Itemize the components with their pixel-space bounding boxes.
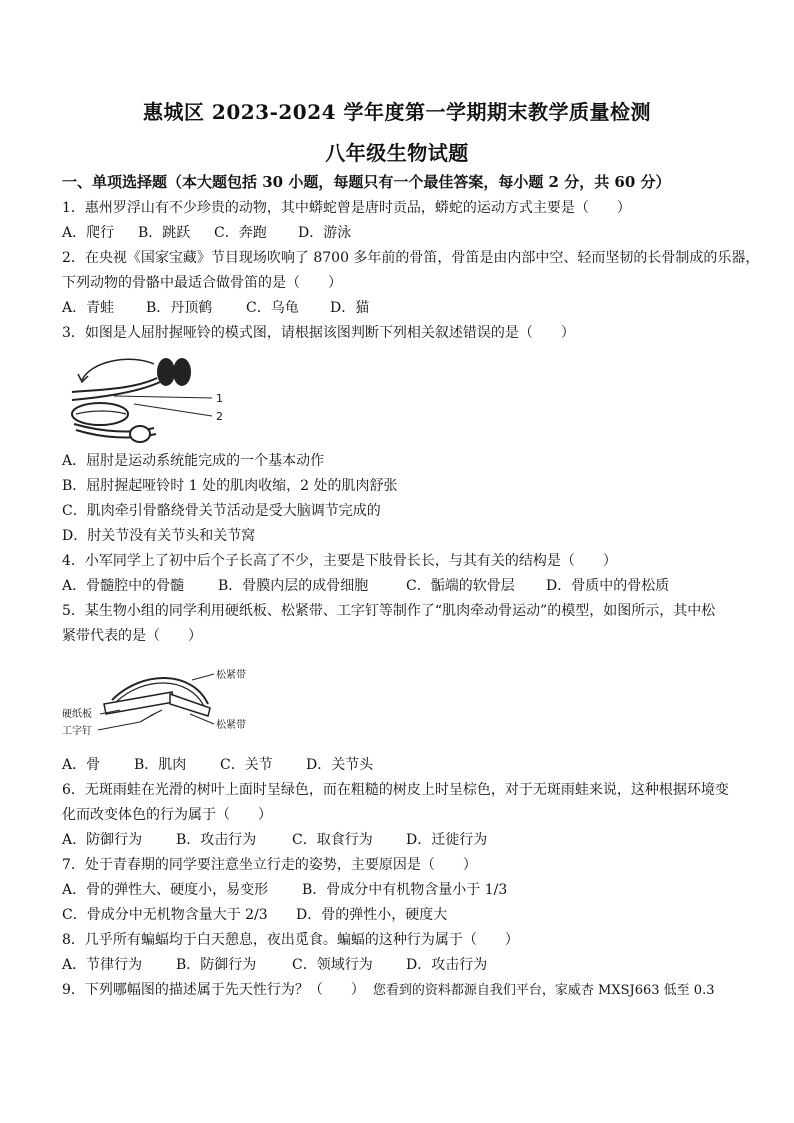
q7-option-a[interactable]: A．骨的弹性大、硬度小，易变形 xyxy=(62,882,269,898)
q6-option-a[interactable]: A．防御行为 xyxy=(62,832,143,848)
q7-option-b[interactable]: B．骨成分中有机物含量小于 1/3 xyxy=(302,882,508,898)
q2-option-b[interactable]: B．丹顶鹤 xyxy=(146,300,213,316)
figure-label-2: 2 xyxy=(216,410,223,423)
q3-option-a[interactable]: A．屈肘是运动系统能完成的一个基本动作 xyxy=(62,453,325,469)
q1-option-b[interactable]: B．跳跃 xyxy=(138,225,191,241)
q5-option-c[interactable]: C．关节 xyxy=(220,757,273,773)
question-1-stem: 1．惠州罗浮山有不少珍贵的动物，其中蟒蛇曾是唐时贡品，蟒蛇的运动方式主要是（ ） xyxy=(62,200,631,216)
question-2-options xyxy=(62,299,369,317)
q4-option-c[interactable]: C．骺端的软骨层 xyxy=(406,578,515,594)
q7-option-c[interactable]: C．骨成分中无机物含量大于 2/3 xyxy=(62,907,268,923)
question-7-options-row1 xyxy=(62,881,507,899)
section-heading: 一、单项选择题（本大题包括 30 小题，每题只有一个最佳答案，每小题 2 分，共 60 分） xyxy=(62,173,671,191)
exam-subtitle: 八年级生物试题 xyxy=(325,141,469,165)
q4-option-a[interactable]: A．骨髓腔中的骨髓 xyxy=(62,578,185,594)
question-5-stem-line2: 紧带代表的是（ ） xyxy=(62,628,202,644)
q6-option-b[interactable]: B．攻击行为 xyxy=(176,832,257,848)
q2-option-c[interactable]: C．乌龟 xyxy=(246,300,299,316)
question-6-stem-line2: 化而改变体色的行为属于（ ） xyxy=(62,807,272,823)
figure-label-1: 1 xyxy=(216,392,223,405)
q1-option-a[interactable]: A．爬行 xyxy=(62,225,115,241)
q3-option-b[interactable]: B．屈肘握起哑铃时 1 处的肌肉收缩，2 处的肌肉舒张 xyxy=(62,478,398,494)
arm-dumbbell-figure xyxy=(62,350,232,446)
q1-option-c[interactable]: C．奔跑 xyxy=(214,225,267,241)
q5-option-b[interactable]: B．肌肉 xyxy=(134,757,187,773)
question-7-stem: 7．处于青春期的同学要注意坐立行走的姿势，主要原因是（ ） xyxy=(62,857,477,873)
question-9-stem: 9．下列哪幅图的描述属于先天性行为？（ ） xyxy=(62,982,365,998)
question-2-stem-line1: 2．在央视《国家宝藏》节目现场吹响了 8700 多年前的骨笛，骨笛是由内部中空、轻而坚韧的长骨制成的乐器， xyxy=(62,250,760,266)
q4-option-b[interactable]: B．骨膜内层的成骨细胞 xyxy=(218,578,369,594)
figure-label-pin: 工字钉 xyxy=(62,726,92,737)
question-7-options-row2 xyxy=(62,906,447,924)
figure-label-cardboard: 硬纸板 xyxy=(62,709,92,720)
q5-option-a[interactable]: A．骨 xyxy=(62,757,101,773)
question-9-line xyxy=(62,981,714,1000)
question-6-stem-line1: 6．无斑雨蛙在光滑的树叶上面时呈绿色，而在粗糙的树皮上时呈棕色，对于无斑雨蛙来说，这种根据环境变 xyxy=(62,782,729,798)
figure-label-elastic-bottom: 松紧带 xyxy=(216,720,246,731)
q8-option-a[interactable]: A．节律行为 xyxy=(62,957,143,973)
question-2-stem-line2: 下列动物的骨骼中最适合做骨笛的是（ ） xyxy=(62,275,342,291)
question-8-stem: 8．几乎所有蝙蝠均于白天憩息，夜出觅食。蝙蝠的这种行为属于（ ） xyxy=(62,932,519,948)
q2-option-a[interactable]: A．青蛙 xyxy=(62,300,115,316)
q7-option-d[interactable]: D．骨的弹性小，硬度大 xyxy=(296,907,448,923)
q6-option-d[interactable]: D．迁徙行为 xyxy=(406,832,488,848)
question-1-options xyxy=(62,224,351,242)
question-6-options xyxy=(62,831,487,849)
watermark-text: 您看到的资料都源自我们平台，家威杏 MXSJ663 低至 0.3 xyxy=(372,983,715,998)
question-5-stem-line1: 5．某生物小组的同学利用硬纸板、松紧带、工字钉等制作了“肌肉牵动骨运动”的模型，如图所示，其中松 xyxy=(62,603,716,619)
q1-option-d[interactable]: D．游泳 xyxy=(298,225,352,241)
q8-option-b[interactable]: B．防御行为 xyxy=(176,957,257,973)
q3-option-c[interactable]: C．肌肉牵引骨骼绕骨关节活动是受大脑调节完成的 xyxy=(62,503,381,519)
q4-option-d[interactable]: D．骨质中的骨松质 xyxy=(546,578,670,594)
question-8-options xyxy=(62,956,487,974)
muscle-model-figure xyxy=(62,664,262,744)
exam-title: 惠城区 2023-2024 学年度第一学期期末教学质量检测 xyxy=(142,100,652,124)
q8-option-c[interactable]: C．领域行为 xyxy=(292,957,373,973)
figure-label-elastic-top: 松紧带 xyxy=(216,670,246,681)
q5-option-d[interactable]: D．关节头 xyxy=(306,757,374,773)
q6-option-c[interactable]: C．取食行为 xyxy=(292,832,373,848)
q2-option-d[interactable]: D．猫 xyxy=(330,300,370,316)
question-4-options xyxy=(62,577,669,595)
q3-option-d[interactable]: D．肘关节没有关节头和关节窝 xyxy=(62,528,256,544)
question-4-stem: 4．小军同学上了初中后个子长高了不少，主要是下肢骨长长，与其有关的结构是（ ） xyxy=(62,553,617,569)
question-5-options xyxy=(62,756,373,774)
q8-option-d[interactable]: D．攻击行为 xyxy=(406,957,488,973)
question-3-stem: 3．如图是人屈肘握哑铃的模式图，请根据该图判断下列相关叙述错误的是（ ） xyxy=(62,325,575,341)
